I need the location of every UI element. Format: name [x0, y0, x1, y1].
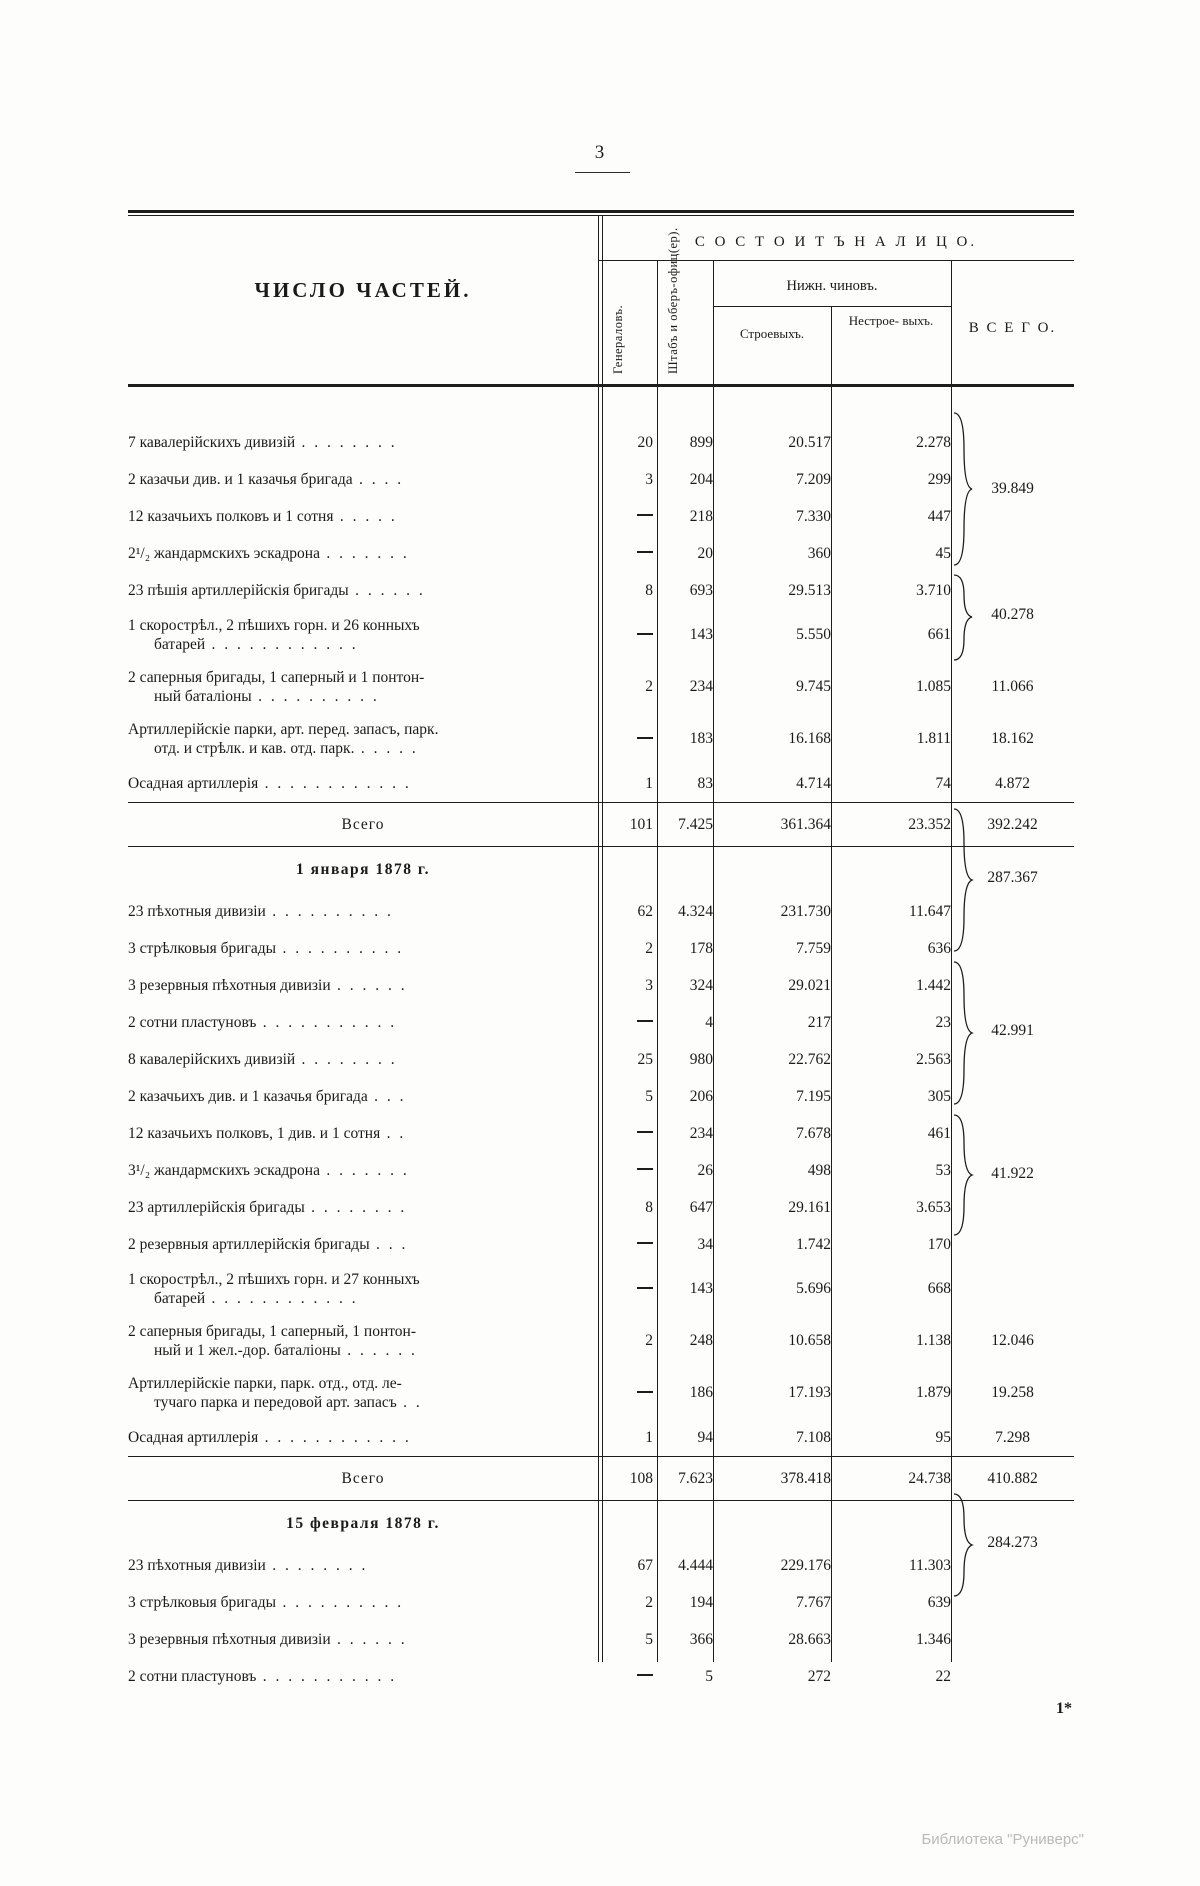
section-heading: 15 февраля 1878 г. — [286, 1515, 440, 1533]
cell-staff: 4 — [705, 1013, 713, 1031]
cell-noncombatant: 3.710 — [916, 581, 951, 599]
cell-generals — [598, 1263, 653, 1315]
cell-generals — [598, 1152, 653, 1189]
cell-staff: 83 — [697, 774, 713, 792]
row-label-2: ный и 1 жел.-дор. баталіоны — [154, 1342, 341, 1359]
table-row — [128, 661, 1074, 713]
page-number-rule — [575, 172, 630, 173]
group-total: 42.991 — [991, 1022, 1034, 1039]
cell-generals: 5 — [645, 1087, 653, 1105]
row-leader: . . . . . . . — [319, 544, 410, 562]
cell-staff: 899 — [689, 433, 713, 451]
row-leader: . . . . . — [354, 740, 419, 757]
cell-generals: 3 — [645, 976, 653, 994]
cell-noncombatant: 74 — [935, 774, 951, 792]
row-leader: . . . . . . . . — [295, 433, 398, 451]
cell-noncombatant: 11.303 — [908, 1556, 951, 1574]
row-leader: . . . . . . — [330, 1630, 408, 1648]
header-vline-1 — [598, 216, 599, 384]
row-label: 3 стрѣлковыя бригады — [128, 1593, 277, 1611]
cell-combatant: 29.161 — [788, 1198, 831, 1216]
header-vline-4 — [831, 306, 832, 384]
cell-total: 7.298 — [995, 1428, 1030, 1446]
cell-generals — [598, 1004, 653, 1041]
cell-staff: 218 — [689, 507, 713, 525]
table-row — [128, 1547, 1074, 1584]
cell-combatant: 29.021 — [788, 976, 831, 994]
cell-staff: 234 — [689, 678, 713, 695]
cell-combatant: 231.730 — [780, 902, 831, 920]
table-header — [128, 216, 1074, 384]
cell-noncombatant: 22 — [935, 1667, 951, 1685]
cell-noncombatant: 447 — [927, 507, 951, 525]
row-leader: . . . . . — [333, 507, 398, 525]
cell-noncombatant: 11.647 — [908, 902, 951, 920]
row-label: 2 саперныя бригады, 1 саперный и 1 понтон- — [128, 668, 425, 686]
table-body — [128, 387, 1074, 1695]
row-leader: . . . . . . . . — [265, 1556, 368, 1574]
cell-staff: 178 — [689, 939, 713, 957]
cell-staff: 20 — [697, 544, 713, 562]
cell-combatant: 7.108 — [796, 1428, 831, 1446]
header-combatant: Строевыхъ. — [739, 326, 805, 341]
table-row — [128, 1004, 1074, 1041]
cell-staff: 366 — [689, 1630, 713, 1648]
table-row-total — [128, 1457, 1074, 1500]
cell-staff: 7.425 — [678, 815, 713, 833]
table-row — [128, 1189, 1074, 1226]
cell-combatant: 7.330 — [796, 507, 831, 525]
row-label: 23 пѣшія артиллерійскія бригады — [128, 581, 349, 599]
header-vline-3 — [713, 260, 714, 384]
cell-combatant: 1.742 — [796, 1235, 831, 1253]
cell-noncombatant: 170 — [927, 1235, 951, 1253]
header-title: ЧИСЛО ЧАСТЕЙ. — [254, 278, 472, 302]
row-label: 2 казачьи див. и 1 казачья бригада — [128, 470, 353, 488]
cell-staff: 186 — [689, 1384, 713, 1401]
section-2-rows — [128, 847, 1074, 1456]
row-label: 8 кавалерійскихъ дивизій — [128, 1050, 296, 1068]
cell-combatant: 28.663 — [788, 1630, 831, 1648]
cell-staff: 7.623 — [678, 1469, 713, 1487]
table-row — [128, 1115, 1074, 1152]
table-row — [128, 1078, 1074, 1115]
cell-combatant: 9.745 — [796, 678, 831, 695]
cell-noncombatant: 639 — [927, 1593, 951, 1611]
table-row — [128, 498, 1074, 535]
row-leader: . . . . . . . . . . . — [256, 1667, 397, 1685]
table-row — [128, 1584, 1074, 1621]
row-label-2: отд. и стрѣлк. и кав. отд. парк. — [154, 740, 355, 757]
cell-combatant: 20.517 — [788, 433, 831, 451]
table-row — [128, 1367, 1074, 1419]
cell-noncombatant: 661 — [927, 626, 951, 643]
row-label: Артиллерійскіе парки, арт. перед. запасъ, парк. — [128, 720, 439, 738]
row-leader: . . — [396, 1394, 423, 1411]
cell-noncombatant: 2.563 — [916, 1050, 951, 1068]
group-total: 284.273 — [987, 1534, 1038, 1551]
row-leader: . . . . — [352, 470, 404, 488]
row-label: Осадная артиллерія — [128, 774, 259, 792]
row-leader: . . — [380, 1124, 406, 1142]
row-leader: . . . . . . . . . . . . — [205, 1290, 359, 1307]
row-label: Осадная артиллерія — [128, 1428, 259, 1446]
cell-generals: 108 — [629, 1469, 653, 1487]
body-vline-1b — [602, 387, 603, 1662]
cell-generals: 5 — [645, 1630, 653, 1648]
table-row — [128, 1658, 1074, 1695]
group-total: 40.278 — [991, 606, 1034, 623]
cell-generals: 2 — [645, 1332, 653, 1349]
section-heading: 1 января 1878 г. — [296, 861, 430, 879]
cell-generals: 62 — [637, 902, 653, 920]
row-label: 3¹/₂ жандармскихъ эскадрона — [128, 1161, 320, 1179]
signature-mark: 1* — [1056, 1700, 1072, 1717]
cell-staff: 26 — [697, 1161, 713, 1179]
body-vline-4 — [831, 387, 832, 1662]
cell-noncombatant: 1.442 — [916, 976, 951, 994]
header-vline-1b — [602, 216, 603, 384]
cell-noncombatant: 305 — [927, 1087, 951, 1105]
section-1-total-row — [128, 803, 1074, 846]
table-row — [128, 1315, 1074, 1367]
library-watermark: Библиотека "Руниверс" — [921, 1831, 1084, 1848]
cell-staff: 248 — [689, 1332, 713, 1349]
section-heading-row — [128, 847, 1074, 893]
section-2-total-row — [128, 1457, 1074, 1500]
row-label-2: тучаго парка и передовой арт. запасъ — [154, 1394, 397, 1411]
cell-combatant: 217 — [807, 1013, 831, 1031]
cell-staff: 647 — [689, 1198, 713, 1216]
totals-label: Всего — [341, 815, 385, 833]
table-row — [128, 1041, 1074, 1078]
row-label: Артиллерійскіе парки, парк. отд., отд. ле- — [128, 1374, 402, 1392]
row-label-2: батарей — [154, 1290, 206, 1307]
body-vline-2 — [657, 387, 658, 1662]
cell-combatant: 7.767 — [796, 1593, 831, 1611]
cell-staff: 4.324 — [678, 902, 713, 920]
cell-generals — [598, 713, 653, 765]
row-leader: . . . . . . . . . . . . — [258, 774, 412, 792]
cell-noncombatant: 95 — [935, 1428, 951, 1446]
cell-staff: 143 — [689, 626, 713, 643]
cell-generals — [598, 1115, 653, 1152]
cell-staff: 324 — [689, 976, 713, 994]
table-row — [128, 461, 1074, 498]
group-total: 39.849 — [991, 480, 1034, 497]
row-label: 1 скорострѣл., 2 пѣшихъ горн. и 27 конныхъ — [128, 1270, 420, 1288]
cell-staff: 183 — [689, 730, 713, 747]
cell-noncombatant: 1.346 — [916, 1630, 951, 1648]
cell-combatant: 5.696 — [796, 1280, 831, 1297]
cell-total: 11.066 — [991, 678, 1034, 695]
table-row-total — [128, 803, 1074, 846]
cell-noncombatant: 3.653 — [916, 1198, 951, 1216]
cell-generals — [598, 1367, 653, 1419]
row-leader: . . . . . . . . . . . . — [258, 1428, 412, 1446]
cell-combatant: 5.550 — [796, 626, 831, 643]
cell-noncombatant: 23.352 — [908, 815, 951, 833]
table-row — [128, 1419, 1074, 1456]
cell-generals: 3 — [645, 470, 653, 488]
row-leader: . . . . . . — [340, 1342, 418, 1359]
header-lower-ranks: Нижн. чиновъ. — [786, 278, 878, 294]
header-group-label: С О С Т О И Т Ъ Н А Л И Ц О. — [694, 234, 978, 250]
row-label: 2 резервныя артиллерійскія бригады — [128, 1235, 370, 1253]
row-leader: . . . . . . . — [319, 1161, 410, 1179]
row-leader: . . . . . . . . . . — [251, 688, 380, 705]
header-total: В С Е Г О. — [968, 320, 1057, 336]
row-label: 3 резервныя пѣхотныя дивизіи — [128, 1630, 331, 1648]
cell-staff: 34 — [697, 1235, 713, 1253]
cell-generals: 20 — [637, 433, 653, 451]
cell-combatant: 361.364 — [780, 815, 831, 833]
row-label-2: ный баталіоны — [154, 688, 252, 705]
row-leader: . . . . . . . . . . — [265, 902, 394, 920]
totals-label: Всего — [341, 1469, 385, 1487]
statistics-table — [128, 210, 1074, 1695]
cell-noncombatant: 668 — [927, 1280, 951, 1297]
table-row — [128, 535, 1074, 572]
table-row — [128, 1152, 1074, 1189]
cell-total: 410.882 — [987, 1469, 1038, 1487]
header-vline-2 — [657, 260, 658, 384]
table-row — [128, 387, 1074, 424]
cell-noncombatant: 1.085 — [916, 678, 951, 695]
cell-noncombatant: 2.278 — [916, 433, 951, 451]
table-row — [128, 765, 1074, 802]
cell-generals: 2 — [645, 678, 653, 695]
cell-staff: 693 — [689, 581, 713, 599]
cell-total: 392.242 — [987, 815, 1038, 833]
table-row — [128, 609, 1074, 661]
cell-noncombatant: 299 — [927, 470, 951, 488]
cell-generals — [598, 609, 653, 661]
cell-generals: 101 — [629, 815, 653, 833]
cell-combatant: 17.193 — [788, 1384, 831, 1401]
cell-generals — [598, 498, 653, 535]
table-row — [128, 572, 1074, 609]
cell-generals: 1 — [645, 1428, 653, 1446]
cell-generals: 2 — [645, 939, 653, 957]
section-heading-row — [128, 1501, 1074, 1547]
cell-combatant: 272 — [807, 1667, 831, 1685]
cell-combatant: 378.418 — [780, 1469, 831, 1487]
cell-generals: 67 — [637, 1556, 653, 1574]
cell-combatant: 22.762 — [788, 1050, 831, 1068]
cell-combatant: 7.195 — [796, 1087, 831, 1105]
cell-noncombatant: 53 — [935, 1161, 951, 1179]
cell-generals: 2 — [645, 1593, 653, 1611]
row-leader: . . . . . . . . — [295, 1050, 398, 1068]
header-generals: Генераловъ. — [611, 304, 625, 374]
row-label: 2 сотни пластуновъ — [128, 1667, 257, 1685]
table-row — [128, 893, 1074, 930]
cell-staff: 4.444 — [678, 1556, 713, 1574]
cell-staff: 206 — [689, 1087, 713, 1105]
cell-staff: 5 — [705, 1667, 713, 1685]
cell-noncombatant: 1.879 — [916, 1384, 951, 1401]
page-number: 3 — [594, 142, 606, 163]
cell-combatant: 29.513 — [788, 581, 831, 599]
cell-generals: 1 — [645, 774, 653, 792]
cell-staff: 204 — [689, 470, 713, 488]
section-3-rows — [128, 1501, 1074, 1695]
group-total: 287.367 — [987, 869, 1038, 886]
cell-combatant: 4.714 — [796, 774, 831, 792]
cell-combatant: 7.759 — [796, 939, 831, 957]
row-label: 2 сотни пластуновъ — [128, 1013, 257, 1031]
cell-staff: 94 — [697, 1428, 713, 1446]
section-1-rows — [128, 387, 1074, 802]
row-label: 2 казачьихъ див. и 1 казачья бригада — [128, 1087, 368, 1105]
cell-generals — [598, 535, 653, 572]
cell-combatant: 229.176 — [780, 1556, 831, 1574]
row-label: 1 скорострѣл., 2 пѣшихъ горн. и 26 конныхъ — [128, 616, 420, 634]
body-vline-1 — [598, 387, 599, 1662]
cell-noncombatant: 636 — [927, 939, 951, 957]
cell-combatant: 360 — [807, 544, 831, 562]
cell-total: 19.258 — [991, 1384, 1034, 1401]
row-label: 23 пѣхотныя дивизіи — [128, 1556, 266, 1574]
row-label: 3 стрѣлковыя бригады — [128, 939, 277, 957]
row-label: 7 кавалерійскихъ дивизій — [128, 433, 296, 451]
cell-noncombatant: 461 — [927, 1124, 951, 1142]
row-label: 12 казачьихъ полковъ и 1 сотня — [128, 507, 334, 525]
cell-total: 18.162 — [991, 730, 1034, 747]
row-label: 12 казачьихъ полковъ, 1 див. и 1 сотня — [128, 1124, 381, 1142]
table-row — [128, 424, 1074, 461]
cell-staff: 980 — [689, 1050, 713, 1068]
row-label-2: батарей — [154, 636, 206, 653]
cell-noncombatant: 1.138 — [916, 1332, 951, 1349]
header-noncombatant: Нестрое- выхъ. — [848, 313, 934, 328]
row-leader: . . . — [367, 1087, 407, 1105]
row-label: 2 саперныя бригады, 1 саперный, 1 понтон- — [128, 1322, 417, 1340]
cell-generals: 8 — [645, 1198, 653, 1216]
row-label: 23 пѣхотныя дивизіи — [128, 902, 266, 920]
cell-combatant: 498 — [807, 1161, 831, 1179]
table-row — [128, 1263, 1074, 1315]
row-leader: . . . . . . . . . . — [276, 1593, 404, 1611]
row-label: 3 резервныя пѣхотныя дивизіи — [128, 976, 331, 994]
cell-combatant: 7.209 — [796, 470, 831, 488]
cell-generals: 8 — [645, 581, 653, 599]
cell-staff: 143 — [689, 1280, 713, 1297]
cell-staff: 194 — [689, 1593, 713, 1611]
table-row — [128, 713, 1074, 765]
row-label: 23 артиллерійскія бригады — [128, 1198, 305, 1216]
row-leader: . . . . . . — [330, 976, 408, 994]
row-leader: . . . . . . . . . . — [276, 939, 404, 957]
row-leader: . . . . . . . . — [304, 1198, 407, 1216]
cell-generals — [598, 1226, 653, 1263]
header-rule-2 — [713, 306, 951, 307]
row-label: 2¹/₂ жандармскихъ эскадрона — [128, 544, 320, 562]
cell-combatant: 10.658 — [788, 1332, 831, 1349]
cell-noncombatant: 23 — [935, 1013, 951, 1031]
cell-generals: 25 — [637, 1050, 653, 1068]
row-leader: . . . — [369, 1235, 408, 1253]
table-row — [128, 1226, 1074, 1263]
cell-staff: 234 — [689, 1124, 713, 1142]
cell-total: 12.046 — [991, 1332, 1034, 1349]
table-row — [128, 930, 1074, 967]
cell-noncombatant: 1.811 — [916, 730, 951, 747]
row-leader: . . . . . . — [348, 581, 426, 599]
group-total: 41.922 — [991, 1165, 1034, 1182]
body-vline-3 — [713, 387, 714, 1662]
cell-combatant: 16.168 — [788, 730, 831, 747]
cell-noncombatant: 45 — [935, 544, 951, 562]
cell-generals — [598, 1658, 653, 1695]
table-row — [128, 967, 1074, 1004]
row-leader: . . . . . . . . . . . — [256, 1013, 397, 1031]
header-staff-officers: Штабъ и оберъ-офиц(ер). — [666, 227, 680, 374]
table-row — [128, 1621, 1074, 1658]
row-leader: . . . . . . . . . . . . — [205, 636, 359, 653]
header-vline-5 — [951, 260, 952, 384]
cell-noncombatant: 24.738 — [908, 1469, 951, 1487]
cell-total: 4.872 — [995, 774, 1030, 792]
cell-combatant: 7.678 — [796, 1124, 831, 1142]
